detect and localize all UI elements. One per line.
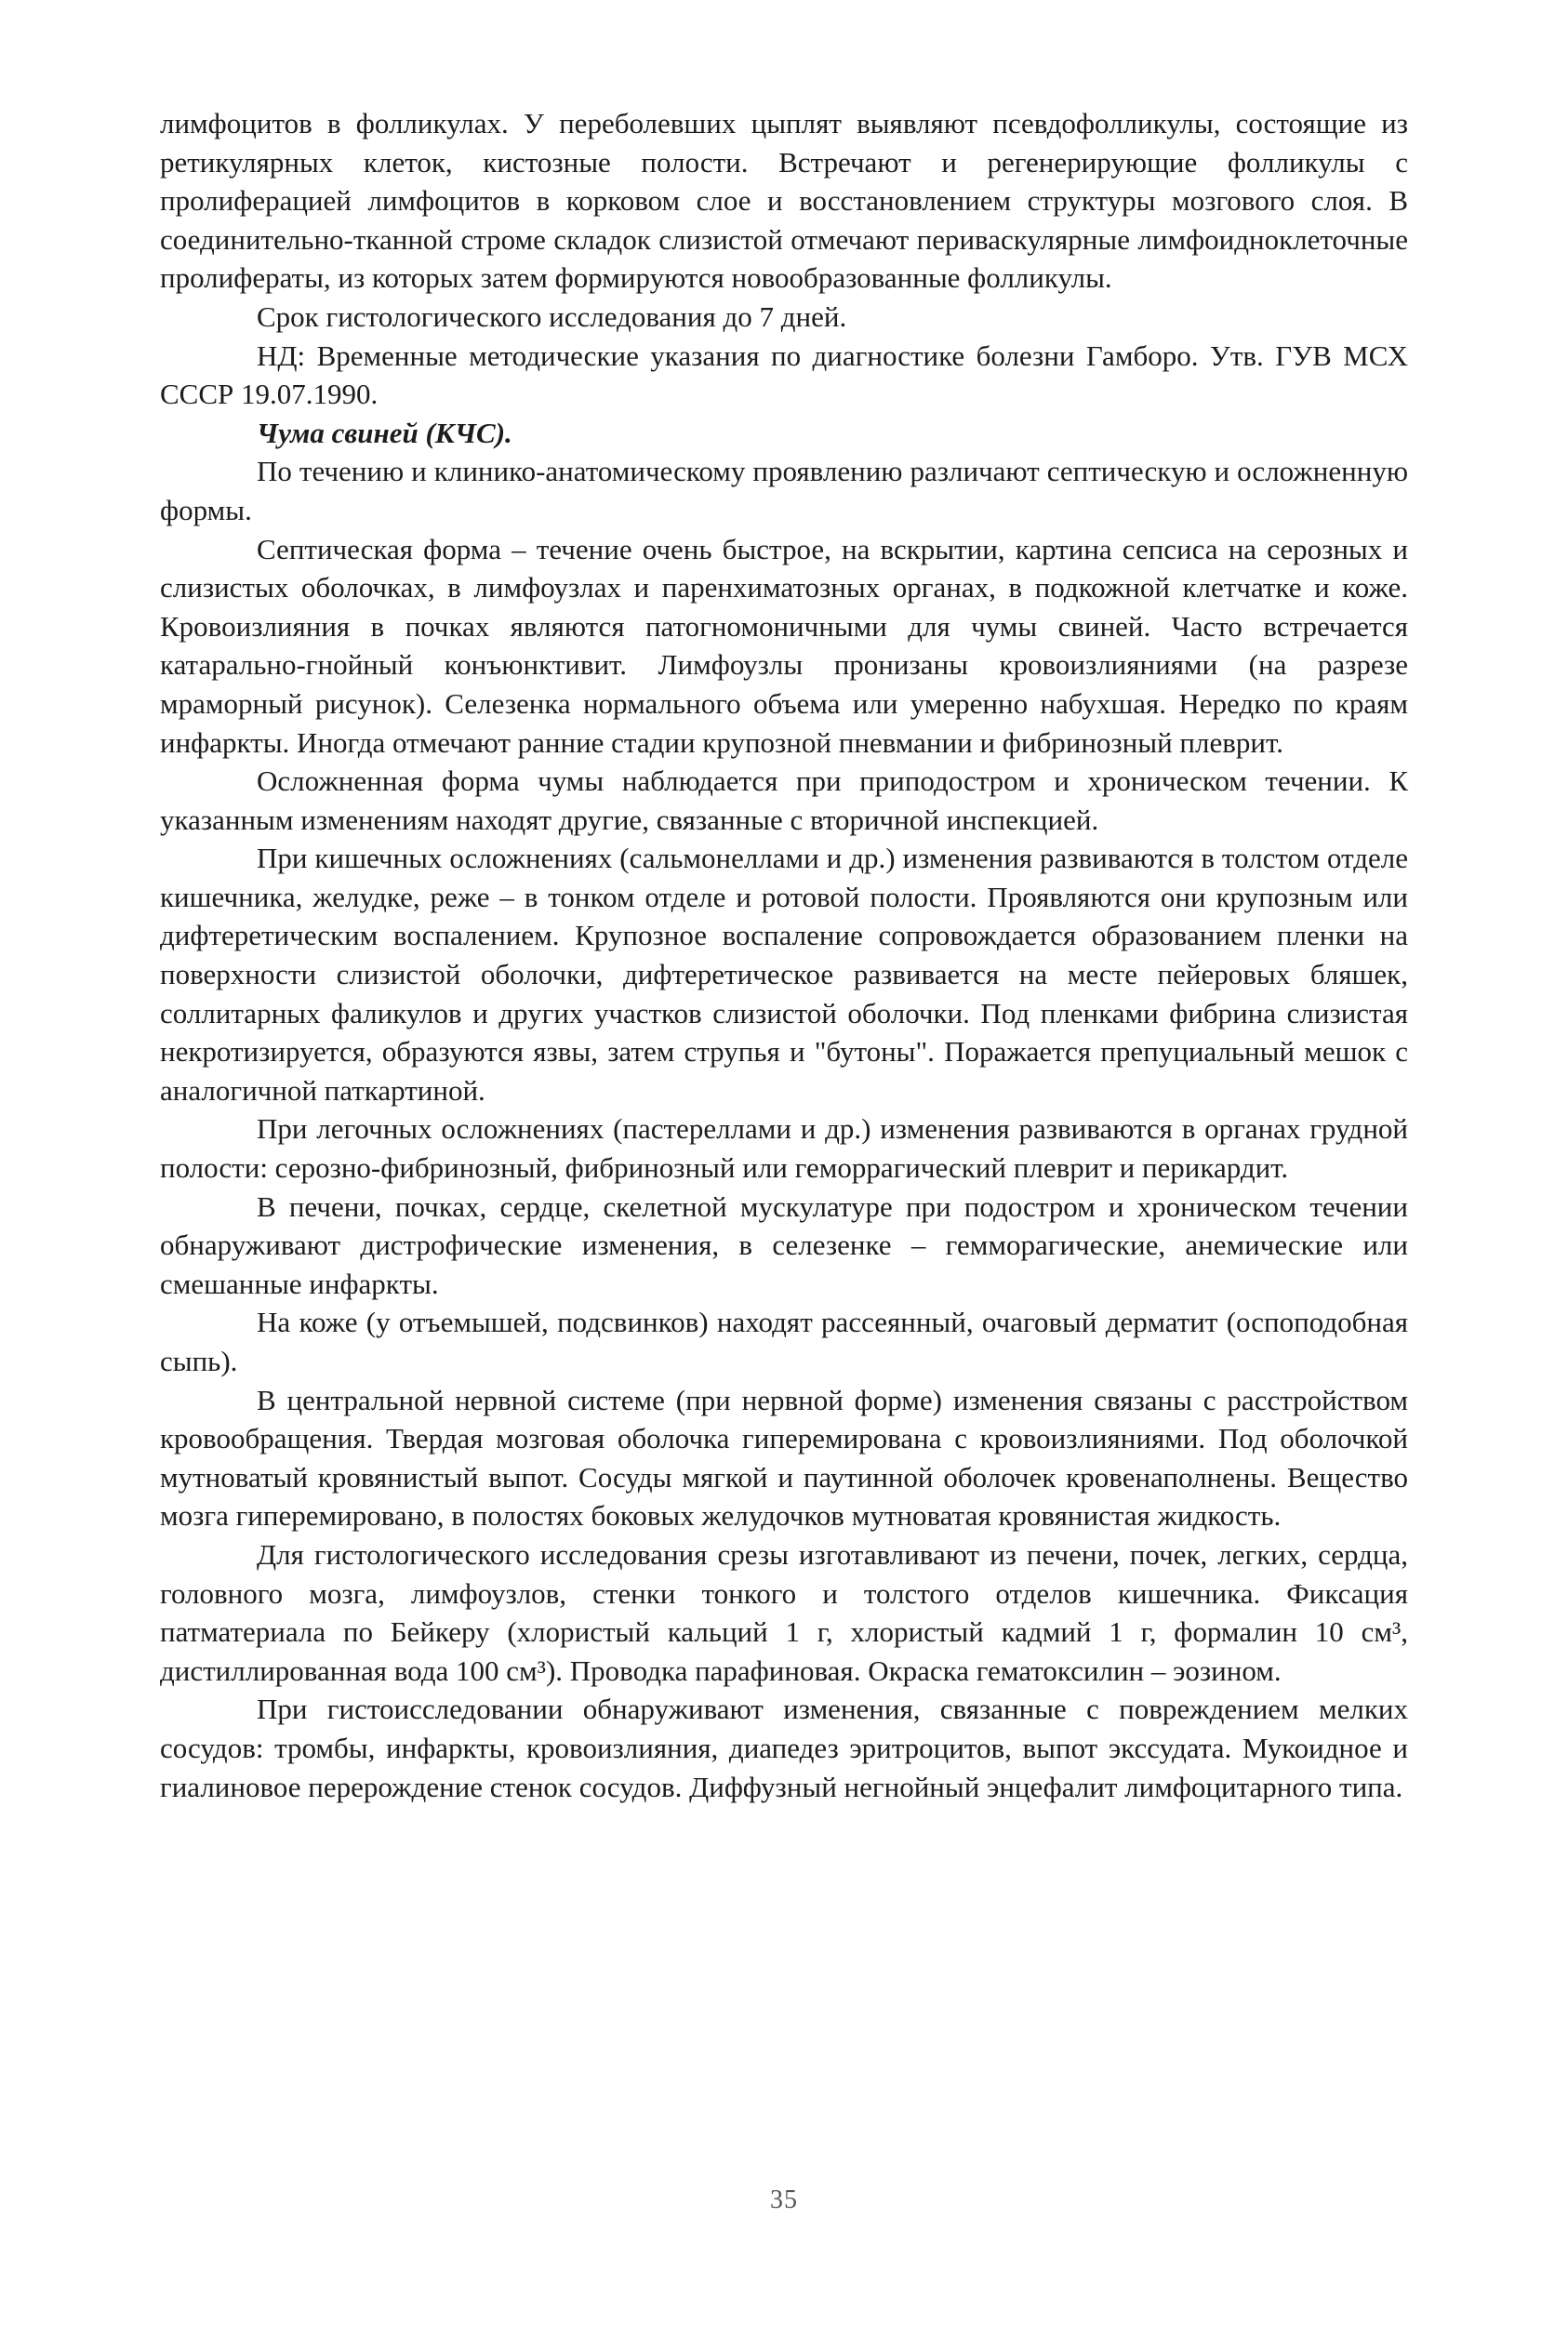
document-body [160, 104, 1408, 1806]
paragraph-research-term: Срок гистологического исследования до 7 дней. [257, 299, 847, 333]
page-number: 35 [770, 2185, 798, 2214]
paragraph-septic-form: Септическая форма – течение очень быстрое, на вскрытии, картина сепсиса на серозных и слизистых оболочках, в лимфоузлах и паренхиматозных органах, в подкожной клетчатке и коже. Кровоизлияния в почках являются патогномоничными для чумы свиней. Часто встречается катарально-гнойный конъюнктивит. Лимфоузлы пронизаны кровоизлияниями (на разрезе мраморный рисунок). Селезенка нормального объема или умеренно набухшая. Нередко по краям инфаркты. Иногда отмечают ранние стадии крупозной пневмании и фибринозный плеврит. [160, 532, 1408, 759]
paragraph-gamboro-histology: лимфоцитов в фолликулах. У переболевших цыплят выявляют псевдофолликулы, состоящие из ретикулярных клеток, кистозные полости. Встречают и регенерирующие фолликулы с пролиферацией лимфоцитов в корковом слое и восстановлением структуры мозгового слоя. В соединительно-тканной строме складок слизистой отмечают периваскулярные лимфоидноклеточные пролифераты, из которых затем формируются новообразованные фолликулы. [160, 107, 1408, 295]
paragraph-normative-document: НД: Временные методические указания по диагностике болезни Гамборо. Утв. ГУВ МСХ СССР 19.07.1990. [160, 339, 1408, 411]
paragraph-intestinal-complications: При кишечных осложнениях (сальмонеллами и др.) изменения развиваются в толстом отделе кишечника, желудке, реже – в тонком отделе и ротовой полости. Проявляются они крупозным или дифтеретическим воспалением. Крупозное воспаление сопровождается образованием пленки на поверхности слизистой оболочки, дифтеретическое развивается на месте пейеровых бляшек, соллитарных фаликулов и других участков слизистой оболочки. Под пленками фибрина слизистая некротизируется, образуются язвы, затем струпья и "бутоны". Поражается препуциальный мешок с аналогичной паткартиной. [160, 842, 1408, 1107]
paragraph-nervous-system: В центральной нервной системе (при нервной форме) изменения связаны с расстройством кровообращения. Твердая мозговая оболочка гиперемирована с кровоизлияниями. Под оболочкой мутноватый кровянистый выпот. Сосуды мягкой и паутинной оболочек кровенаполнены. Вещество мозга гиперемировано, в полостях боковых желудочков мутноватая кровянистая жидкость. [160, 1383, 1408, 1533]
section-heading-swine-fever: Чума свиней (КЧС). [257, 416, 512, 449]
paragraph-histology-sampling: Для гистологического исследования срезы изготавливают из печени, почек, легких, сердца, головного мозга, лимфоузлов, стенки тонкого и толстого отделов кишечника. Фиксация патматериала по Бейкеру (хлористый кальций 1 г, хлористый кадмий 1 г, формалин 10 см³, дистиллированная вода 100 см³). Проводка парафиновая. Окраска гематоксилин – эозином. [160, 1537, 1408, 1687]
paragraph-organ-changes: В печени, почках, сердце, скелетной мускулатуре при подостром и хроническом течении обнаруживают дистрофические изменения, в селезенке – гемморагические, анемические или смешанные инфаркты. [160, 1189, 1408, 1300]
paragraph-histology-findings: При гистоисследовании обнаруживают изменения, связанные с повреждением мелких сосудов: тромбы, инфаркты, кровоизлияния, диапедез эритроцитов, выпот экссудата. Мукоидное и гиалиновое перерождение стенок сосудов. Диффузный негнойный энцефалит лимфоцитарного типа. [160, 1693, 1408, 1803]
paragraph-forms: По течению и клинико-анатомическому проявлению различают септическую и осложненную формы. [160, 455, 1408, 526]
paragraph-pulmonary-complications: При легочных осложнениях (пастереллами и др.) изменения развиваются в органах грудной полости: серозно-фибринозный, фибринозный или геморрагический плеврит и перикардит. [160, 1112, 1408, 1185]
paragraph-skin-changes: На коже (у отъемышей, подсвинков) находят рассеянный, очаговый дерматит (оспоподобная сыпь). [160, 1306, 1408, 1377]
paragraph-complicated-form: Осложненная форма чумы наблюдается при приподостром и хроническом течении. К указанным изменениям находят другие, связанные с вторичной инспекцией. [160, 764, 1408, 836]
